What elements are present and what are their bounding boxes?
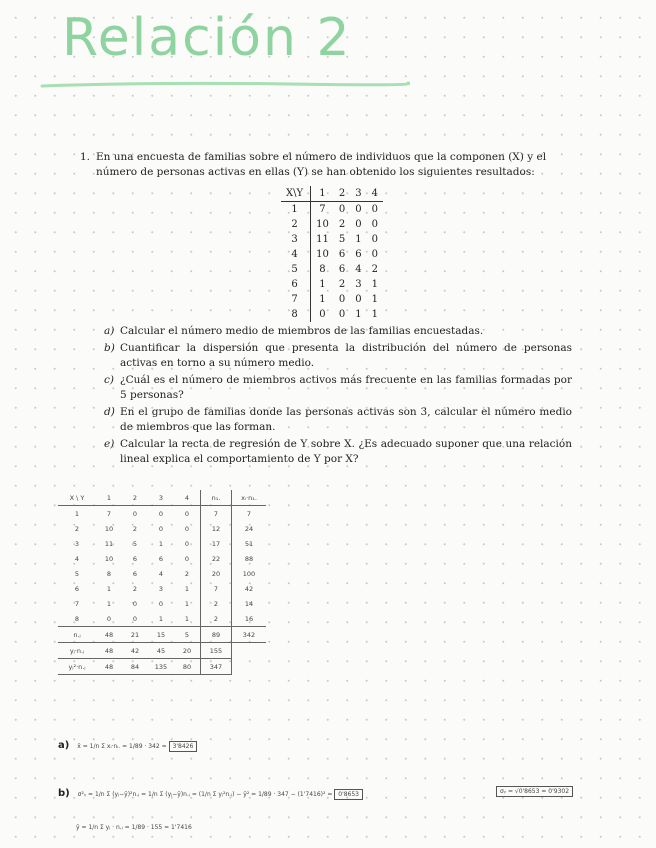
answer-a xyxy=(58,740,197,751)
data-table-row xyxy=(281,277,383,292)
problem-item-label: d) xyxy=(104,406,115,418)
handwritten-cell: 45 xyxy=(148,643,174,659)
handwritten-cell: 4 xyxy=(158,569,164,578)
data-table-cell: 2 xyxy=(281,217,311,232)
handwritten-cell: 1 xyxy=(106,599,112,608)
handwritten-cell: 12 xyxy=(201,521,232,536)
data-table-cell: 11 xyxy=(316,234,329,245)
data-table-cell: 4 xyxy=(281,247,311,262)
handwritten-cell: 342 xyxy=(232,627,267,643)
handwritten-row xyxy=(58,643,266,659)
problem-item-label: a) xyxy=(104,325,115,337)
handwritten-cell: 5 xyxy=(74,569,80,578)
handwritten-cell: 7 xyxy=(201,581,232,596)
handwritten-cell: 347 xyxy=(201,659,232,675)
problem-statement: En una encuesta de familias sobre el número de individuos que la componen (X) y el número de personas activas en ellas (Y) se han obtenido los siguientes resultados: xyxy=(96,151,547,178)
data-table-cell: 2 xyxy=(338,219,346,230)
handwritten-cell: 89 xyxy=(201,627,232,643)
data-table-header: 3 xyxy=(350,186,366,202)
data-table-cell: 6 xyxy=(338,264,346,275)
data-table-row xyxy=(281,202,383,218)
handwritten-cell: 1 xyxy=(174,611,201,627)
handwritten-cell: 4 xyxy=(174,490,201,506)
handwritten-row xyxy=(58,659,266,675)
handwritten-cell: 6 xyxy=(158,554,164,563)
handwritten-row xyxy=(58,551,266,566)
data-table-cell: 7 xyxy=(281,292,311,307)
handwritten-cell: 24 xyxy=(244,524,254,533)
problem-item xyxy=(104,437,572,467)
answer-ybar-formula: ȳ = 1/n Σ yⱼ · n.ⱼ = 1/89 · 155 = 1'7416 xyxy=(76,824,192,831)
data-table-cell: 2 xyxy=(338,279,346,290)
handwritten-cell: 0 xyxy=(158,509,164,518)
data-table-cell: 0 xyxy=(355,204,362,215)
handwritten-cell: 5 xyxy=(132,539,138,548)
problem-item-text: En el grupo de familias donde las personas activas son 3, calcular el número medio de miembros que las forman. xyxy=(120,406,572,433)
answer-b xyxy=(58,788,363,799)
data-table-cell: 5 xyxy=(281,262,311,277)
answer-b-formula: σ²ᵧ = 1/n Σ (yⱼ−ȳ)²n.ⱼ = 1/n Σ (yⱼ−ȳ)n.ⱼ = (1/n Σ yⱼ²n.ⱼ) − ȳ² = 1/89 · 347 − (1'7416)² = xyxy=(77,791,333,798)
handwritten-cell: 80 xyxy=(174,659,201,675)
handwritten-cell: 10 xyxy=(104,554,114,563)
handwritten-cell: 0 xyxy=(174,521,201,536)
handwritten-cell: 100 xyxy=(242,569,256,578)
handwritten-cell: 6 xyxy=(74,584,80,593)
handwritten-cell: 15 xyxy=(148,627,174,643)
problem-number: 1. xyxy=(80,151,91,163)
data-table xyxy=(281,186,383,322)
data-table-cell: 6 xyxy=(338,249,346,260)
data-table-cell: 7 xyxy=(319,204,326,215)
problem-items xyxy=(104,324,572,469)
data-table-cell: 0 xyxy=(338,294,346,305)
handwritten-cell: 17 xyxy=(201,536,232,551)
answer-ybar xyxy=(76,824,192,831)
handwritten-cell: 88 xyxy=(244,554,254,563)
handwritten-cell: 4 xyxy=(74,554,80,563)
answer-b-result: 0'8653 xyxy=(334,789,363,800)
data-table-cell: 0 xyxy=(355,294,362,305)
data-table-cell: 0 xyxy=(371,219,378,230)
page-title: Relación 2 xyxy=(62,8,352,68)
data-table-row xyxy=(281,247,383,262)
handwritten-cell: 20 xyxy=(174,643,201,659)
data-table-header: 1 xyxy=(311,186,334,202)
problem-item xyxy=(104,405,572,435)
handwritten-cell: 3 xyxy=(148,490,174,506)
handwritten-row xyxy=(58,536,266,551)
answer-b-label: b) xyxy=(58,788,70,799)
handwritten-cell: 2 xyxy=(132,524,138,533)
handwritten-cell: 0 xyxy=(96,611,122,627)
handwritten-cell: 135 xyxy=(148,659,174,675)
handwritten-cell: 51 xyxy=(244,539,254,548)
handwritten-cell: xᵢ·n₁. xyxy=(232,490,267,506)
handwritten-cell: 5 xyxy=(174,627,201,643)
handwritten-cell xyxy=(232,659,267,675)
data-table-row xyxy=(281,292,383,307)
handwritten-cell: n₁. xyxy=(201,490,232,506)
handwritten-cell: 7 xyxy=(201,506,232,522)
problem-item-label: b) xyxy=(104,342,115,354)
handwritten-cell: 48 xyxy=(96,643,122,659)
handwritten-row xyxy=(58,506,266,522)
data-table-cell: 6 xyxy=(281,277,311,292)
handwritten-cell: 48 xyxy=(96,659,122,675)
data-table-cell: 3 xyxy=(355,279,362,290)
data-table-header: 2 xyxy=(334,186,350,202)
handwritten-cell: 1 xyxy=(148,611,174,627)
handwritten-cell: 6 xyxy=(132,554,138,563)
handwritten-row xyxy=(58,596,266,611)
data-table-cell: 1 xyxy=(371,309,378,320)
data-table-cell: 0 xyxy=(338,204,346,215)
handwritten-cell: 10 xyxy=(104,524,114,533)
handwritten-cell: 2 xyxy=(132,584,138,593)
handwritten-cell: 0 xyxy=(122,611,148,627)
handwritten-cell: 2 xyxy=(201,611,232,627)
handwritten-cell: 0 xyxy=(174,551,201,566)
handwritten-cell xyxy=(232,643,267,659)
data-table-cell: 8 xyxy=(281,307,311,322)
answer-b-sigma xyxy=(496,788,573,795)
handwritten-cell: 14 xyxy=(244,599,254,608)
answer-a-formula: x̄ = 1/n Σ xᵢ·nᵢ. = 1/89 · 342 = xyxy=(77,743,167,750)
problem-item xyxy=(104,341,572,371)
data-table-cell: 6 xyxy=(355,249,362,260)
problem-item xyxy=(104,373,572,403)
handwritten-row xyxy=(58,581,266,596)
handwritten-cell: 2 xyxy=(201,596,232,611)
handwritten-cell: 1 xyxy=(74,509,80,518)
problem-item-label: c) xyxy=(104,374,114,386)
handwritten-cell: 2 xyxy=(122,490,148,506)
handwritten-cell: 1 xyxy=(174,596,201,611)
data-table-cell: 1 xyxy=(319,279,326,290)
data-table-header: X\Y xyxy=(281,186,311,202)
data-table-cell: 0 xyxy=(371,234,378,245)
handwritten-row xyxy=(58,490,266,506)
title-underline xyxy=(40,80,410,90)
data-table-row xyxy=(281,262,383,277)
data-table-cell: 0 xyxy=(371,249,378,260)
data-table-cell: 4 xyxy=(355,264,362,275)
handwritten-cell: 7 xyxy=(106,509,112,518)
data-table-cell: 1 xyxy=(371,279,378,290)
problem-item-text: ¿Cuál es el número de miembros activos más frecuente en las familias formadas por 5 personas? xyxy=(120,374,572,401)
handwritten-cell: 7 xyxy=(246,509,252,518)
problem-1 xyxy=(80,150,580,180)
handwritten-cell: 155 xyxy=(201,643,232,659)
answer-a-label: a) xyxy=(58,740,70,751)
handwritten-cell: 0 xyxy=(132,509,138,518)
handwritten-cell: 84 xyxy=(122,659,148,675)
handwritten-cell: X \ Y xyxy=(58,490,96,506)
handwritten-cell: yⱼ²·n.ⱼ xyxy=(58,659,96,675)
data-table-row xyxy=(281,307,383,322)
data-table-cell: 5 xyxy=(338,234,346,245)
problem-item-text: Calcular el número medio de miembros de las familias encuestadas. xyxy=(120,325,484,337)
data-table-header: 4 xyxy=(367,186,383,202)
data-table-cell: 1 xyxy=(281,202,311,218)
problem-item-text: Calcular la recta de regresión de Y sobre X. ¿Es adecuado suponer que una relación lineal explica el comportamiento de Y por X? xyxy=(120,438,572,465)
data-table-row xyxy=(281,232,383,247)
handwritten-row xyxy=(58,627,266,643)
handwritten-cell: 22 xyxy=(201,551,232,566)
handwritten-cell: n.ⱼ xyxy=(58,627,96,643)
handwritten-cell: 3 xyxy=(74,539,80,548)
data-table-cell: 2 xyxy=(371,264,378,275)
handwritten-cell: 1 xyxy=(106,584,112,593)
problem-item-text: Cuantificar la dispersión que presenta la distribución del número de personas activas en torno a su número medio. xyxy=(120,342,572,369)
handwritten-cell: 2 xyxy=(174,566,201,581)
data-table-cell: 1 xyxy=(371,294,378,305)
handwritten-cell: 8 xyxy=(106,569,112,578)
handwritten-cell: 48 xyxy=(96,627,122,643)
handwritten-cell: 1 xyxy=(158,539,164,548)
data-table-cell: 10 xyxy=(316,249,329,260)
handwritten-cell: 21 xyxy=(122,627,148,643)
handwritten-row xyxy=(58,521,266,536)
handwritten-row xyxy=(58,611,266,627)
handwritten-cell: 42 xyxy=(244,584,254,593)
handwritten-cell: 16 xyxy=(232,611,267,627)
problem-item-label: e) xyxy=(104,438,115,450)
data-table-cell: 1 xyxy=(355,234,362,245)
handwritten-cell: 20 xyxy=(201,566,232,581)
data-table-cell: 3 xyxy=(281,232,311,247)
handwritten-cell: 11 xyxy=(104,539,114,548)
data-table-cell: 0 xyxy=(371,204,378,215)
handwritten-cell: 0 xyxy=(158,599,164,608)
problem-item xyxy=(104,324,572,339)
data-table-cell: 0 xyxy=(355,219,362,230)
handwritten-cell: 8 xyxy=(58,611,96,627)
handwritten-cell: 7 xyxy=(74,599,80,608)
data-table-row xyxy=(281,217,383,232)
data-table-cell: 0 xyxy=(338,309,346,320)
answer-a-result: 3'8426 xyxy=(169,741,198,752)
handwritten-cell: 42 xyxy=(122,643,148,659)
handwritten-cell: 6 xyxy=(132,569,138,578)
data-table-cell: 0 xyxy=(319,309,326,320)
handwritten-cell: 3 xyxy=(158,584,164,593)
data-table-cell: 10 xyxy=(316,219,329,230)
handwritten-cell: 1 xyxy=(174,581,201,596)
data-table-cell: 8 xyxy=(319,264,326,275)
handwritten-cell: 2 xyxy=(74,524,80,533)
handwritten-cell: 0 xyxy=(174,536,201,551)
handwritten-table xyxy=(58,490,266,675)
answer-b-sigma-value: σᵧ = √0'8653 = 0'9302 xyxy=(496,786,573,797)
handwritten-cell: 0 xyxy=(158,524,164,533)
data-table-cell: 1 xyxy=(319,294,326,305)
handwritten-cell: yⱼ·n.ⱼ xyxy=(58,643,96,659)
handwritten-cell: 0 xyxy=(132,599,138,608)
data-table-cell: 1 xyxy=(355,309,362,320)
handwritten-row xyxy=(58,566,266,581)
handwritten-cell: 0 xyxy=(174,506,201,522)
handwritten-cell: 1 xyxy=(96,490,122,506)
